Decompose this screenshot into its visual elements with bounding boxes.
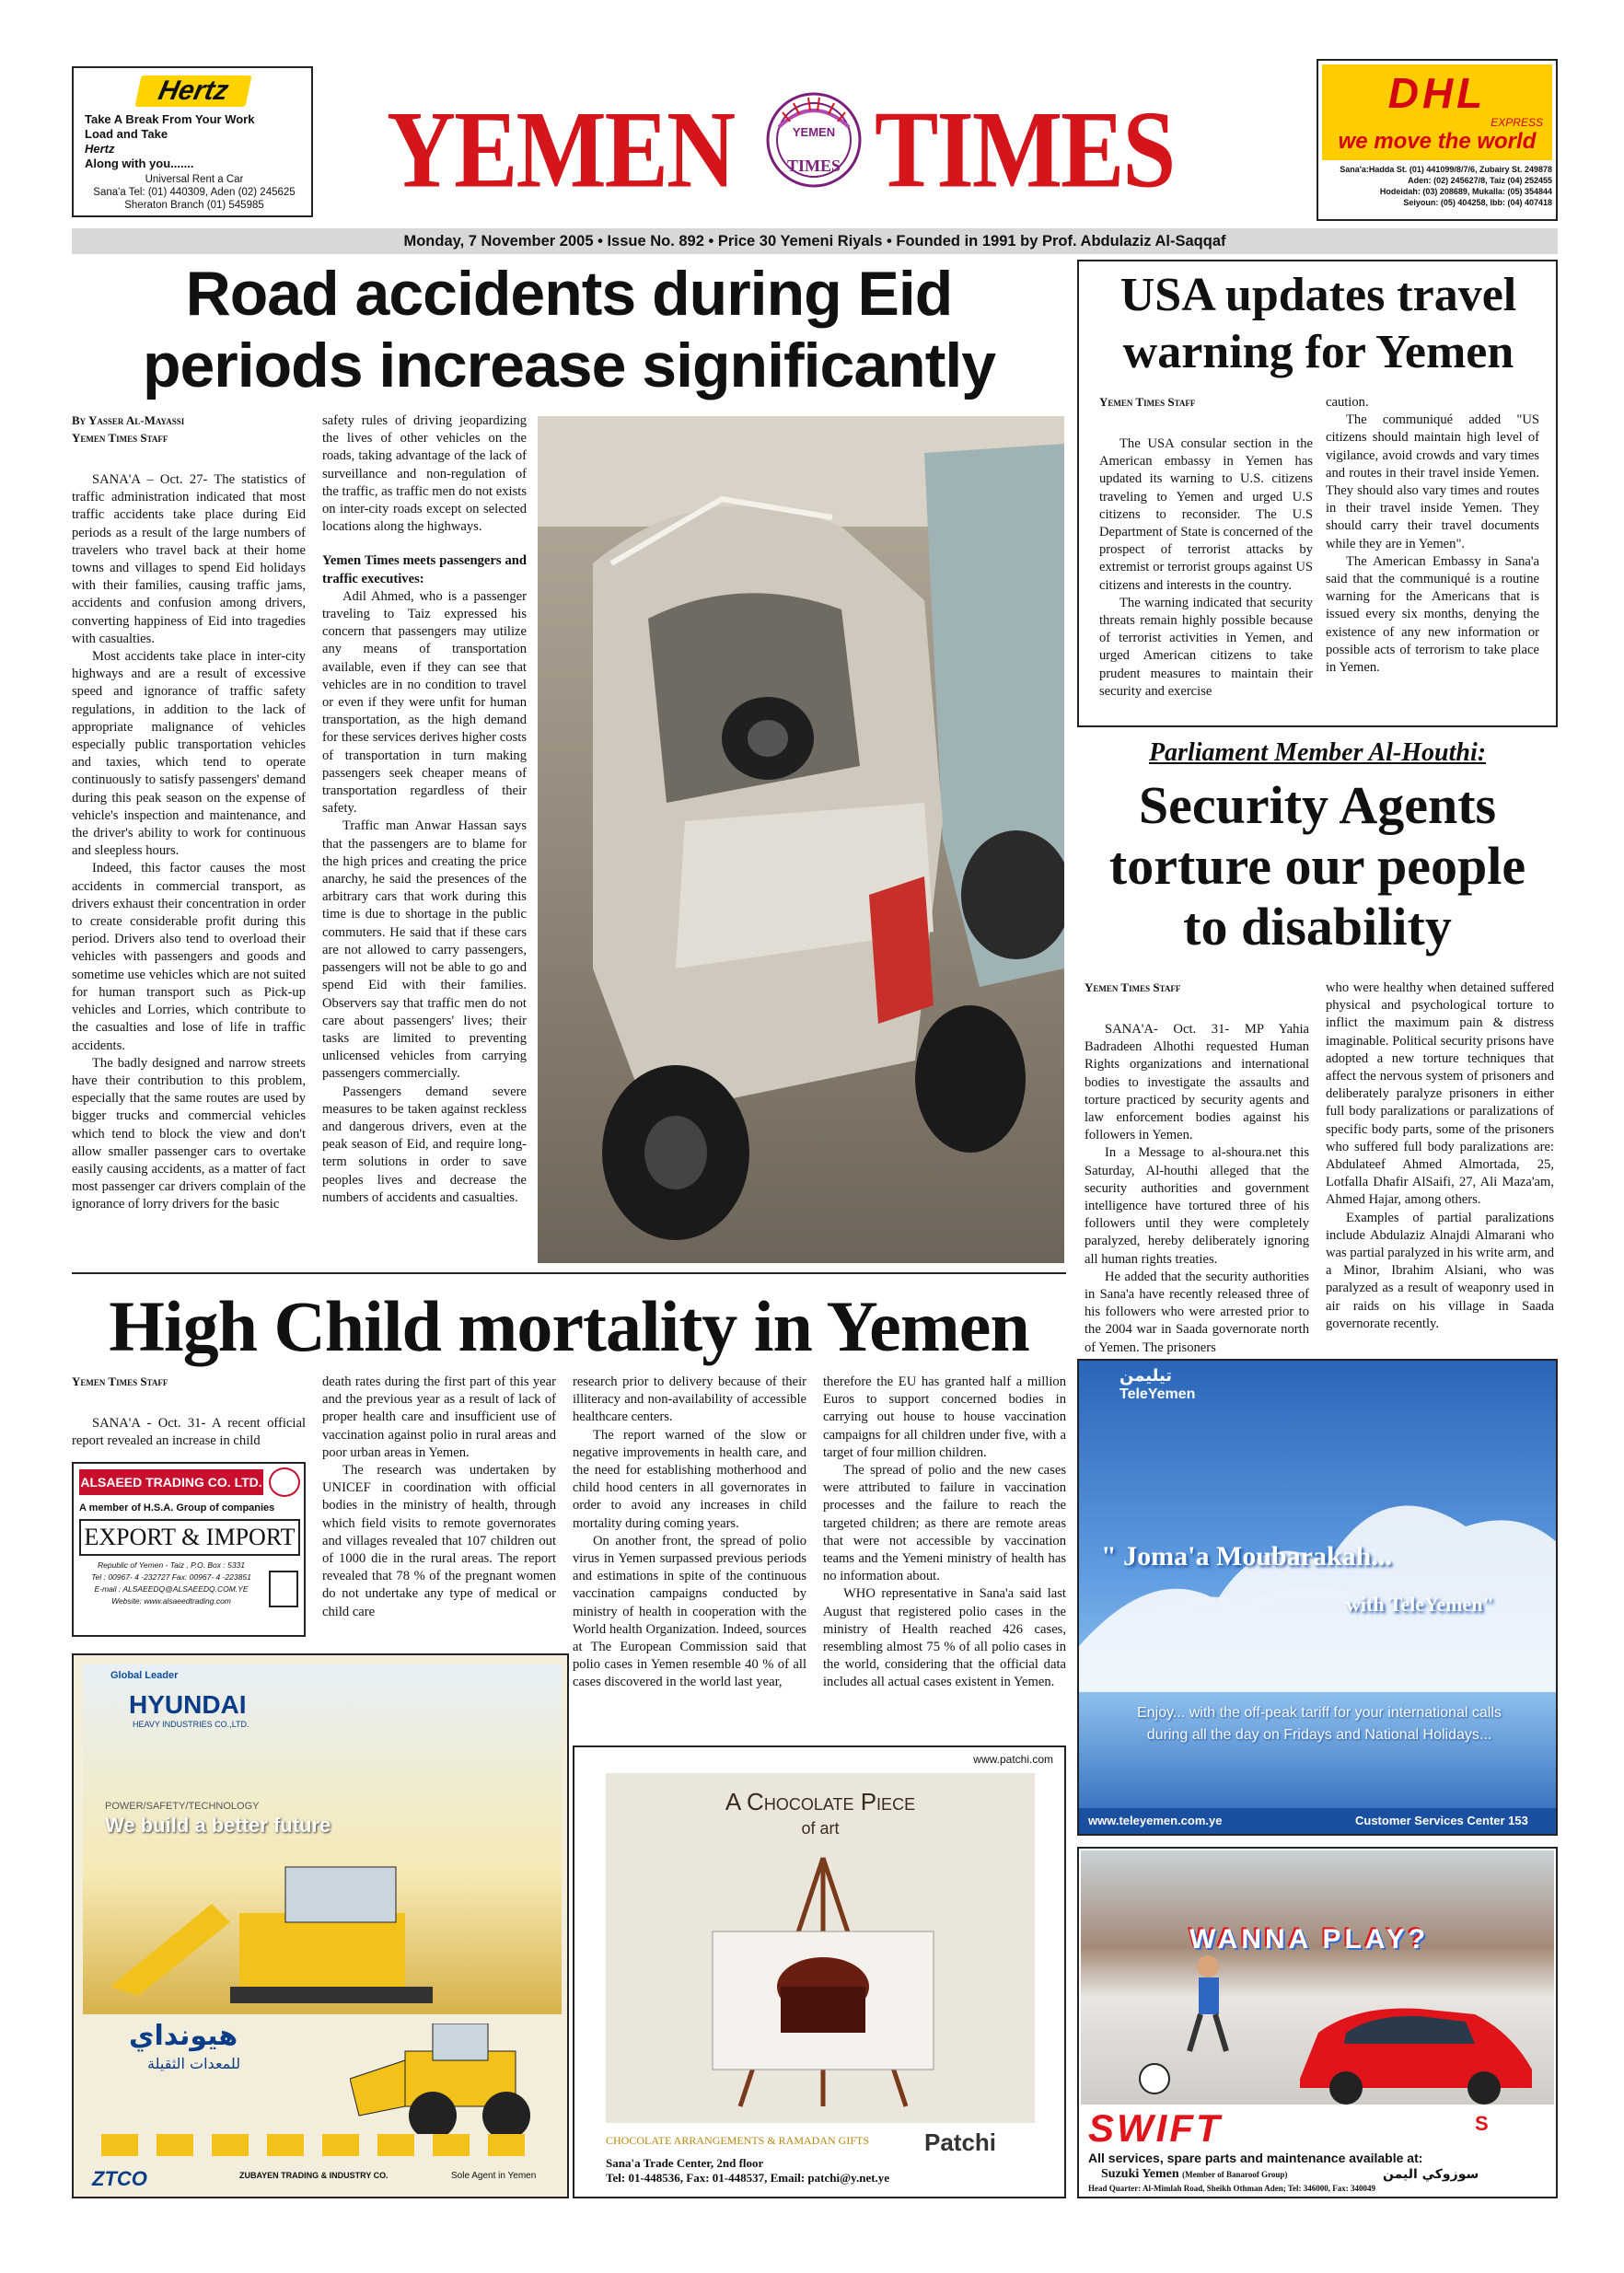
- road-staff: Yemen Times Staff: [72, 431, 168, 445]
- patchi-subtitle: of art: [801, 1819, 840, 1838]
- patchi-url: www.patchi.com: [973, 1753, 1053, 1766]
- ztco-logo: ZTCO: [92, 2167, 147, 2190]
- usa-story-box: [1077, 260, 1558, 727]
- teleyemen-with: with TeleYemen": [1346, 1593, 1494, 1616]
- teleyemen-url[interactable]: www.teleyemen.com.ye: [1088, 1814, 1223, 1827]
- dhl-sub: EXPRESS: [1491, 116, 1543, 129]
- road-subhead: Yemen Times meets passengers and traffic executives:: [322, 553, 527, 586]
- hertz-ad[interactable]: [72, 66, 313, 217]
- teleyemen-brand: TeleYemen: [1119, 1386, 1196, 1402]
- hertz-line6: Sana'a Tel: (01) 440309, Aden (02) 245625: [93, 187, 296, 198]
- hertz-line7: Sheraton Branch (01) 545985: [124, 200, 264, 211]
- hyundai-sub: HEAVY INDUSTRIES CO.,LTD.: [133, 1720, 249, 1729]
- hyundai-badge: Global Leader: [110, 1670, 179, 1681]
- alsaeed-logo-icon: [269, 1467, 300, 1497]
- road-author: By Yasser Al-Mayassi: [72, 413, 185, 427]
- suzuki-wanna: WANNA PLAY?: [1189, 1924, 1430, 1954]
- usa-col2: caution. The communiqué added "US citizens should maintain high level of vigilance, avoid crowds and vary times and routes in their travel inside Yemen. They should also vary times and routes in their travel inside Yemen. They should carry their travel documents while they are in Yemen". The American Embassy in Sana'a said that the communiqué is a routine warning for the Americans that is issued every six months, denying the existence of any new information or possible acts of terrorism to take place in Yemen.: [1326, 395, 1539, 676]
- child-staff: Yemen Times Staff: [72, 1374, 168, 1388]
- alsaeed-addr4: Website: www.alsaeedtrading.com: [111, 1596, 231, 1606]
- road-col2: safety rules of driving jeopardizing the lives of other vehicles on the roads, taking advantage of the lack of surveillance and non-regulation of the traffic, as traffic men do not exists on inter-city roads except on selected locations along the highways. Yemen Times meets passengers and traffic executives: Adil Ahmed, who is a passenger traveling to Taiz expressed his concern that passengers may utilize any means of transportation available, even if they can see that vehicles are in no condition to travel or even if they were unfit for human transportation, as the high demand for these services derives higher costs of transportation in turn making passengers seek cheaper means of transportation regardless of their safety. Traffic man Anwar Hassan says that the passengers are to blame for the high prices and creating the price anarchy, he said the presences of the arbitrary cars that work during this time is due to shortage in the public commuters. He said that if these cars are not allowed to carry passengers, passengers will not be able to go and spend Eid with their families. Observers say that traffic men do not care about passengers' lives; their tasks are limited to preventing unlicensed vehicles from carrying passengers commercially. Passengers demand severe measures to be taken against reckless and dangerous drivers, even at the peak season of Eid, and require long-term solutions in order to save peoples lives and decrease the numbers of accidents and casualties.: [322, 413, 527, 1205]
- hertz-line5: Universal Rent a Car: [145, 174, 244, 185]
- dhl-addr1: Sana'a:Hadda St. (01) 441099/8/7/6, Zubairy St. 249878: [1340, 165, 1552, 174]
- masthead: [387, 85, 1234, 211]
- hyundai-sole: Sole Agent in Yemen: [451, 2171, 537, 2181]
- usa-headline: USA updates travel warning for Yemen: [1119, 269, 1517, 378]
- dhl-addr3: Hodeidah: (03) 208689, Mukalla: (05) 354844: [1379, 187, 1552, 196]
- child-headline: High Child mortality in Yemen: [109, 1286, 1029, 1366]
- masthead-title-right: TIMES: [875, 88, 1175, 211]
- crashed-car-image: [538, 416, 1064, 1263]
- dhl-yellow-band: [1322, 64, 1552, 160]
- houthi-kicker: Parliament Member Al-Houthi:: [1148, 738, 1487, 767]
- masthead-title-left: YEMEN: [387, 88, 735, 211]
- hyundai-brand: HYUNDAI: [129, 1690, 247, 1719]
- emblem-graphic: [762, 85, 865, 195]
- usa-staff: Yemen Times Staff: [1099, 395, 1196, 409]
- wheel-loader-illustration: [350, 2024, 562, 2143]
- child-col3: research prior to delivery because of their illiteracy and non-availability of accessible healthcare centers. The report warned of the slow or negative improvements in health care, and the need for establishing motherhood and child hood centers in all governorates in order to avoid any increases in child mortality during coming years. On another front, the spread of polio virus in Yemen surpassed previous periods and estimations in spite of the continuous vaccination campaigns conducted by ministry of health in cooperation with the World health Organization. Indeed, sources at The European Commission said that polio cases in Yemen resemble 40 % of all cases discovered in the world last year,: [573, 1374, 806, 1690]
- teleyemen-body1: Enjoy... with the off-peak tariff for your international calls: [1137, 1705, 1502, 1721]
- hyundai-machine-strip: [101, 2134, 543, 2156]
- alsaeed-group: A member of H.S.A. Group of companies: [79, 1502, 275, 1513]
- houthi-col2: who were healthy when detained suffered physical and psychological torture to inflict the maximum pain & distress imaginable. Political security prisons have adopted a new torture techniques that affect the nervous system of prisoners and deliberately paralyze prisoners in either full body paralizations or paralizations of specific body parts, some of the prisoners who suffered full body paralizations are: Abdulateef Ahmed Almortada, 25, Lotfalla Dhafir AlSaifi, 27, Ali Maza'am, Ahmed Hajar, among others. Examples of partial paralizations include Abdulaziz Alnajdi Almarani who was partial paralyzed in his write arm, and a Minor, Ibrahim Alsiani, who was paralyzed as a result of weaponry used in air raids on his village in Saada governorate recently.: [1326, 980, 1555, 1331]
- alsaeed-ad[interactable]: [72, 1462, 306, 1637]
- road-col1-text: SANA'A – Oct. 27- The statistics of traffic administration indicated that most traffic accidents take place during Eid periods as a result of the large numbers of travelers who travel back at their home towns and villages to spend Eid holidays with their families, causing traffic jams, accidents and confusion among drivers, converting happiness of Eid into tragedies with casualties. Most accidents take place in inter-city highways and are a result of excessive speed and ignorance of traffic safety regulations, in addition to the lack of appropriate malignance of vehicles especially public transportation vehicles and taxies, which tend to operate continuously to satisfy passengers' demand during this peak season on the expense of vehicle's inspection and maintenance, and the driver's ability to work for continuous and sleepless hours. Indeed, this factor causes the most accidents in commercial transport, as drivers exhaust their concentration in order to create considerable profit during this period. Drivers also tend to overload their vehicles with passengers and goods and sometime use vehicles which are not suited for human transport such as Pick-up vehicles and Lorries, which contribute to the casualties and lose of life in traffic accidents. The badly designed and narrow streets have their contribution to this problem, especially that the same routes are used by bigger trucks and commercial vehicles which tend to block the view and don't allow smaller passenger cars to overtake easily causing accidents, as a matter of fact most passenger car drivers complain of the ignorance of lorry drivers for the basic: [72, 472, 306, 1212]
- houthi-headline: Security Agents torture our people to disability: [1108, 775, 1526, 957]
- alsaeed-addr2: Tel : 00967- 4 -232727 Fax: 00967- 4 -223851: [91, 1572, 251, 1582]
- road-headline: Road accidents during Eid periods increase significantly: [142, 259, 996, 400]
- suzuki-member: (Member of Banaroof Group): [1182, 2170, 1288, 2179]
- swift-logo: SWIFT: [1088, 2106, 1223, 2150]
- patchi-brand: Patchi: [924, 2128, 997, 2156]
- suzuki-ad[interactable]: [1077, 1847, 1558, 2198]
- excavator-illustration: [101, 1849, 552, 2005]
- alsaeed-addr1: Republic of Yemen - Taiz , P.O. Box : 5331: [97, 1560, 246, 1570]
- suzuki-company: Suzuki Yemen: [1101, 2167, 1179, 2181]
- iso-badge-icon: [269, 1571, 298, 1607]
- zubayen-company: ZUBAYEN TRADING & INDUSTRY CO.: [239, 2171, 389, 2180]
- hyundai-tagline: We build a better future: [105, 1814, 331, 1837]
- chocolate-easel-illustration: [685, 1849, 961, 2116]
- crash-photo: [538, 416, 1064, 1263]
- dhl-addr4: Seiyoun: (05) 404258, Ibb: (04) 407418: [1403, 198, 1552, 207]
- alsaeed-main: EXPORT & IMPORT: [79, 1519, 300, 1556]
- teleyemen-body2: during all the day on Fridays and National Holidays...: [1146, 1727, 1492, 1743]
- hertz-line2: Load and Take: [85, 127, 168, 141]
- emblem-top: YEMEN: [792, 125, 836, 139]
- suzuki-services: All services, spare parts and maintenance available at:: [1088, 2151, 1423, 2165]
- dhl-logo: DHL: [1387, 69, 1487, 117]
- child-col1: Yemen Times Staff SANA'A - Oct. 31- A recent official report revealed an increase in child: [72, 1374, 306, 1449]
- patchi-addr2: Tel: 01-448536, Fax: 01-448537, Email: patchi@y.net.ye: [606, 2171, 890, 2185]
- teleyemen-arabic: تيليمن: [1119, 1366, 1173, 1386]
- patchi-gifts: CHOCOLATE ARRANGEMENTS & RAMADAN GIFTS: [606, 2134, 870, 2147]
- teleyemen-greeting: " Joma'a Moubarakah...: [1101, 1541, 1392, 1571]
- dhl-slogan: we move the world: [1338, 129, 1537, 154]
- dhl-addr2: Aden: (02) 245627/8, Taiz (04) 252455: [1408, 176, 1552, 185]
- hertz-line3: Hertz: [85, 142, 115, 156]
- hertz-logo: Hertz: [134, 75, 251, 107]
- teleyemen-ad[interactable]: [1077, 1359, 1558, 1836]
- suzuki-address: Head Quarter: Al-Mimlah Road, Sheikh Othman Aden; Tel: 346000, Fax: 340049: [1088, 2184, 1376, 2193]
- hyundai-arabic: هيونداي: [129, 2020, 238, 2052]
- teleyemen-center: Customer Services Center 153: [1355, 1814, 1528, 1827]
- dateline: Monday, 7 November 2005 • Issue No. 892 • Price 30 Yemeni Riyals • Founded in 1991 by Prof. Abdulaziz Al-Saqqaf: [72, 228, 1558, 254]
- hyundai-ad[interactable]: [72, 1653, 569, 2198]
- child-col4: therefore the EU has granted half a million Euros to support concerned bodies in carrying out house to house vaccination campaigns for all children under five, with a target of four million children. The spread of polio and the new cases were attributed to failure in vaccination processes and the failure to reach the targeted children; as there are remote areas that were not accessible by vaccination teams and the Yemeni ministry of health has no information about. WHO representative in Sana'a said last August that registered polio cases in the ministry of Health reached 426 cases, resembling almost 75 % of all polio cases in the world, considering that the official data includes all actual cases existent in Yemen.: [823, 1374, 1066, 1690]
- alsaeed-addr3: E-mail : ALSAEEDQ@ALSAEEDQ.COM.YE: [94, 1584, 249, 1594]
- road-col1: [72, 412, 306, 1214]
- hertz-line1: Take A Break From Your Work: [85, 112, 255, 126]
- houthi-col1: Yemen Times Staff SANA'A- Oct. 31- MP Yahia Badradeen Alhothi requested Human Rights organizations and international bodies to investigate the assaults and torture practiced by security agents and law enforcement bodies against his followers in Yemen. In a Message to al-shoura.net this Saturday, Al-houthi alleged that the security authorities and government intelligence have tortured three of his followers until they were completely paralyzed, hereby deliberately ignoring all human rights treaties. He added that the security authorities in Sana'a have recently released three of his followers who were arrested prior to the 2004 war in Saada governorate north of Yemen. The prisoners: [1085, 980, 1309, 1355]
- masthead-emblem: [762, 85, 865, 195]
- hertz-line4: Along with you.......: [85, 157, 194, 170]
- patchi-title: A Chocolate Piece: [725, 1788, 916, 1815]
- dhl-ad[interactable]: [1317, 59, 1558, 221]
- houthi-staff: Yemen Times Staff: [1085, 980, 1181, 994]
- emblem-bottom: TIMES: [786, 157, 841, 175]
- hyundai-tagline-small: POWER/SAFETY/TECHNOLOGY: [105, 1801, 260, 1812]
- road-divider: [72, 1272, 1066, 1274]
- suzuki-arabic: سوزوكي اليمن: [1383, 2167, 1479, 2182]
- usa-col1: The USA consular section in the American embassy in Yemen has updated its warning to U.S. citizens traveling to Yemen and urged U.S citizens to reconsider. The U.S Department of State is concerned of the prospect of terrorist attacks by extremist or terrorist groups against US citizens and interests in the country. The warning indicated that security threats remain highly possible because of terrorist activities in Yemen, and urged American citizens to take prudent measures to maintain their security and exercise: [1099, 436, 1313, 699]
- swift-car-illustration: [1291, 1996, 1539, 2106]
- suzuki-emblem: S: [1475, 2112, 1489, 2135]
- hyundai-arabic-sub: للمعدات الثقيلة: [147, 2055, 241, 2072]
- children-football-illustration: [1134, 1950, 1245, 2097]
- alsaeed-name: ALSAEED TRADING CO. LTD.: [79, 1469, 263, 1495]
- patchi-ad[interactable]: [573, 1745, 1066, 2198]
- patchi-addr1: Sana'a Trade Center, 2nd floor: [606, 2156, 764, 2170]
- child-col2: death rates during the first part of this year and the previous year as a result of lack of proper health care and insufficient use of vaccination against polio in rural areas and poor urban areas in Yemen. The research was undertaken by UNICEF in coordination with official bodies in the ministry of health, through which field visits to remote governorates and villages revealed that 107 children out of 1000 die in the rural areas. The report revealed that 78 % of the pregnant women do not undertake any type of medical or child care: [322, 1374, 556, 1619]
